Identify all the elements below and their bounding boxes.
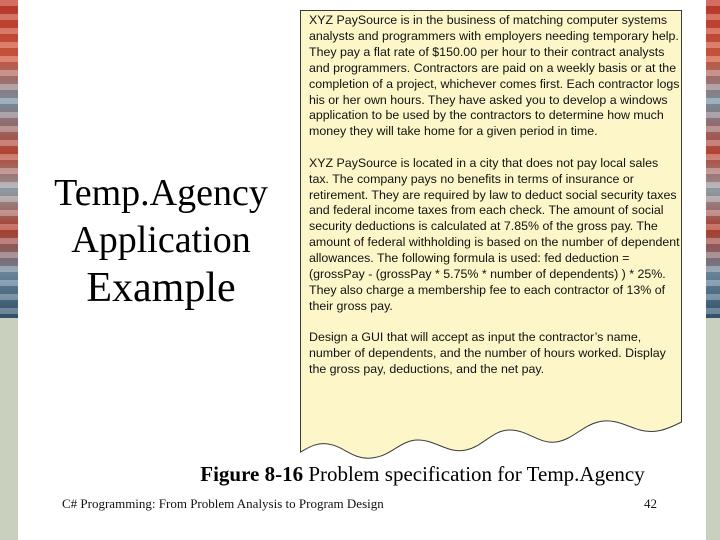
figure-label: Figure 8-16 [200,462,304,486]
problem-specification-sheet [300,10,682,462]
figure-caption [0,462,720,487]
spec-paragraph-2: XYZ PaySource is located in a city that does not pay local sales tax. The company pays no benefits in terms of insurance or retirement. They are required by law to deduct social security taxes and federal income taxes from each check. The amount of social security deductions is calculated at 7.85% of the gross pay. The amount of federal withholding is based on the number of dependent allowances. The following formula is used: fed deduction = (grossPay - (grossPay * 5.75% * number of dependents) ) * 25%. They also charge a membership fee to each contractor of 13% of their gross pay. [309,155,680,313]
right-edge-band [706,318,720,540]
left-edge-photo [0,0,18,318]
figure-caption-text: Problem specification for Temp.Agency [303,462,645,486]
slide-title [30,170,292,315]
spec-paragraph-3: Design a GUI that will accept as input the contractor’s name, number of dependents, and the number of hours worked. Display the gross pay, deductions, and the net pay. [309,330,666,377]
spec-paragraph-1: XYZ PaySource is in the business of matching computer systems analysts and programmers with employers needing temporary help. They pay a flat rate of $150.00 per hour to their contract analysts and programmers. Contractors are paid on a weekly basis or at the completion of a project, whichever comes first. Each contractor logs his or her own hours. They have asked you to develop a windows application to be used by the contractors to determine how much money they will take home for a given period in time. [309,13,680,139]
right-edge-photo [706,0,720,318]
page-number: 42 [644,496,657,511]
slide-title-line-2: Application [71,218,251,261]
slide-title-line-1: Temp.Agency [54,172,268,214]
footer-course-title: C# Programming: From Problem Analysis to Program Design [62,496,384,511]
left-edge-band [0,318,18,540]
spec-text [309,13,681,394]
slide-title-line-3: Example [86,265,236,312]
